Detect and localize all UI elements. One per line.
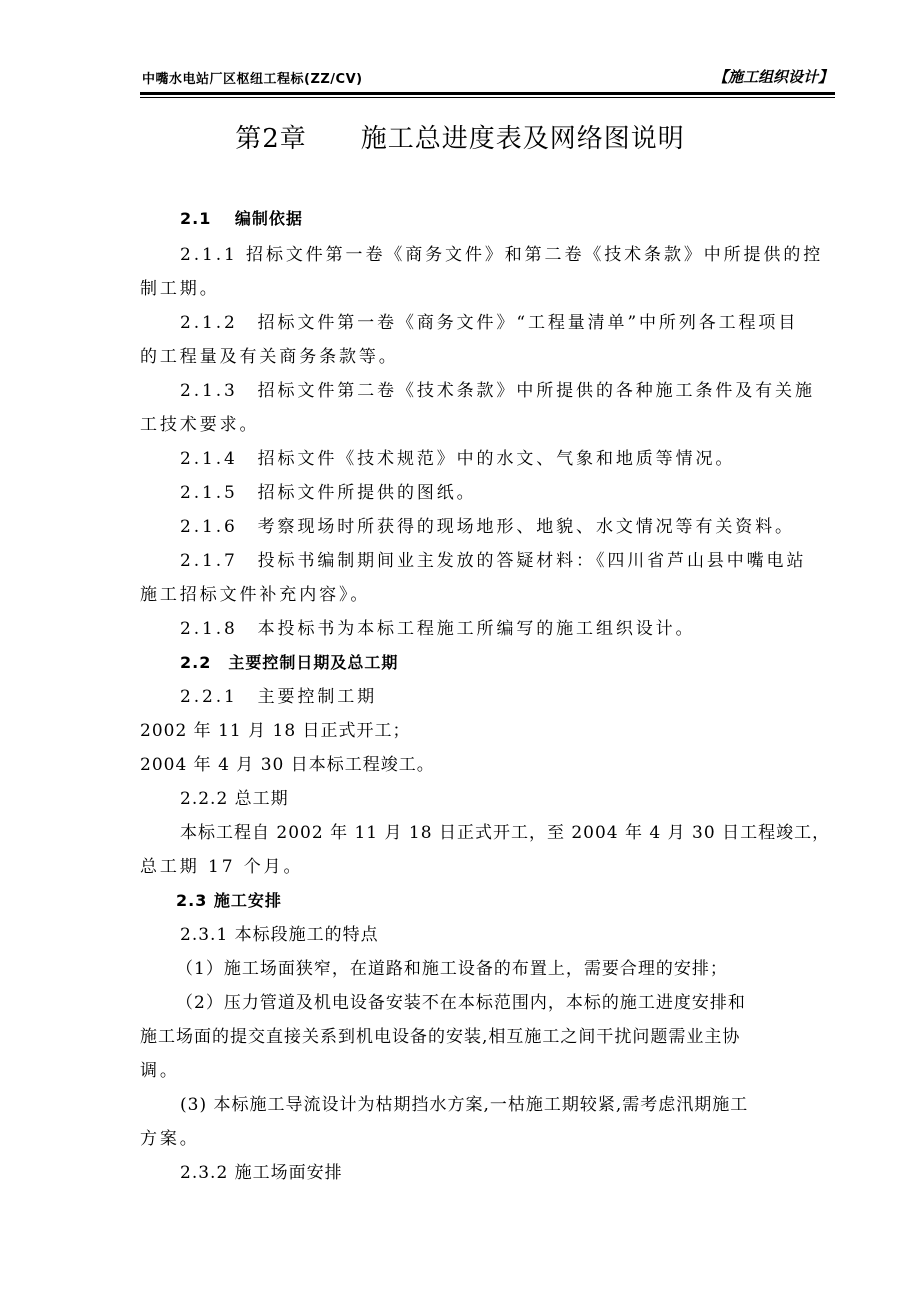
paragraph-2-1-4: 2.1.4 招标文件《技术规范》中的水文、气象和地质等情况。 [180,449,736,469]
feature-item-3-cont: 方案。 [140,1129,200,1149]
paragraph-2-1-3: 2.1.3 招标文件第二卷《技术条款》中所提供的各种施工条件及有关施 [180,381,815,401]
paragraph-total-duration-cont: 总工期 17 个月。 [140,857,304,877]
paragraph-2-1-6: 2.1.6 考察现场时所获得的现场地形、地貌、水文情况等有关资料。 [180,517,795,537]
paragraph-2-1-7-cont: 施工招标文件补充内容》。 [140,585,371,605]
section-heading-2-3: 2.3 施工安排 [176,891,282,910]
feature-item-3: (3) 本标施工导流设计为枯期挡水方案,一枯施工期较紧,需考虑汛期施工 [180,1095,749,1115]
document-body [140,202,835,1190]
paragraph-2-1-1: 2.1.1 招标文件第一卷《商务文件》和第二卷《技术条款》中所提供的控 [180,245,824,265]
date-completion: 2004 年 4 月 30 日本标工程竣工。 [140,755,435,775]
section-heading-2-2: 2.2 主要控制日期及总工期 [180,653,399,672]
page-header [140,62,835,95]
feature-item-2-cont: 施工场面的提交直接关系到机电设备的安装,相互施工之间干扰问题需业主协 [140,1027,741,1047]
paragraph-2-1-2: 2.1.2 招标文件第一卷《商务文件》“工程量清单”中所列各工程项目 [180,313,799,333]
paragraph-2-2-2: 2.2.2 总工期 [180,789,289,809]
header-project-name: 中嘴水电站厂区枢纽工程标(ZZ/CV) [142,72,363,87]
paragraph-2-1-2-cont: 的工程量及有关商务条款等。 [140,347,399,367]
paragraph-2-1-5: 2.1.5 招标文件所提供的图纸。 [180,483,477,503]
header-document-type: 【施工组织设计】 [712,68,833,86]
paragraph-2-3-1: 2.3.1 本标段施工的特点 [180,925,379,945]
paragraph-2-1-3-cont: 工技术要求。 [140,415,260,435]
section-heading-2-1: 2.1 编制依据 [180,209,303,228]
chapter-title: 第2章 施工总进度表及网络图说明 [235,124,685,154]
feature-item-1: （1）施工场面狭窄，在道路和施工设备的布置上，需要合理的安排； [176,959,728,979]
paragraph-2-2-1: 2.2.1 主要控制工期 [180,687,378,707]
paragraph-2-1-7: 2.1.7 投标书编制期间业主发放的答疑材料：《四川省芦山县中嘴电站 [180,551,807,571]
paragraph-total-duration: 本标工程自 2002 年 11 月 18 日正式开工，至 2004 年 4 月 30 日工程竣工， [180,823,831,843]
date-start: 2002 年 11 月 18 日正式开工； [140,721,411,741]
feature-item-2-end: 调。 [140,1061,180,1081]
paragraph-2-1-1-cont: 制工期。 [140,279,220,299]
feature-item-2: （2）压力管道及机电设备安装不在本标范围内，本标的施工进度安排和 [176,993,746,1013]
paragraph-2-1-8: 2.1.8 本投标书为本标工程施工所编写的施工组织设计。 [180,619,696,639]
paragraph-2-3-2: 2.3.2 施工场面安排 [180,1163,343,1183]
